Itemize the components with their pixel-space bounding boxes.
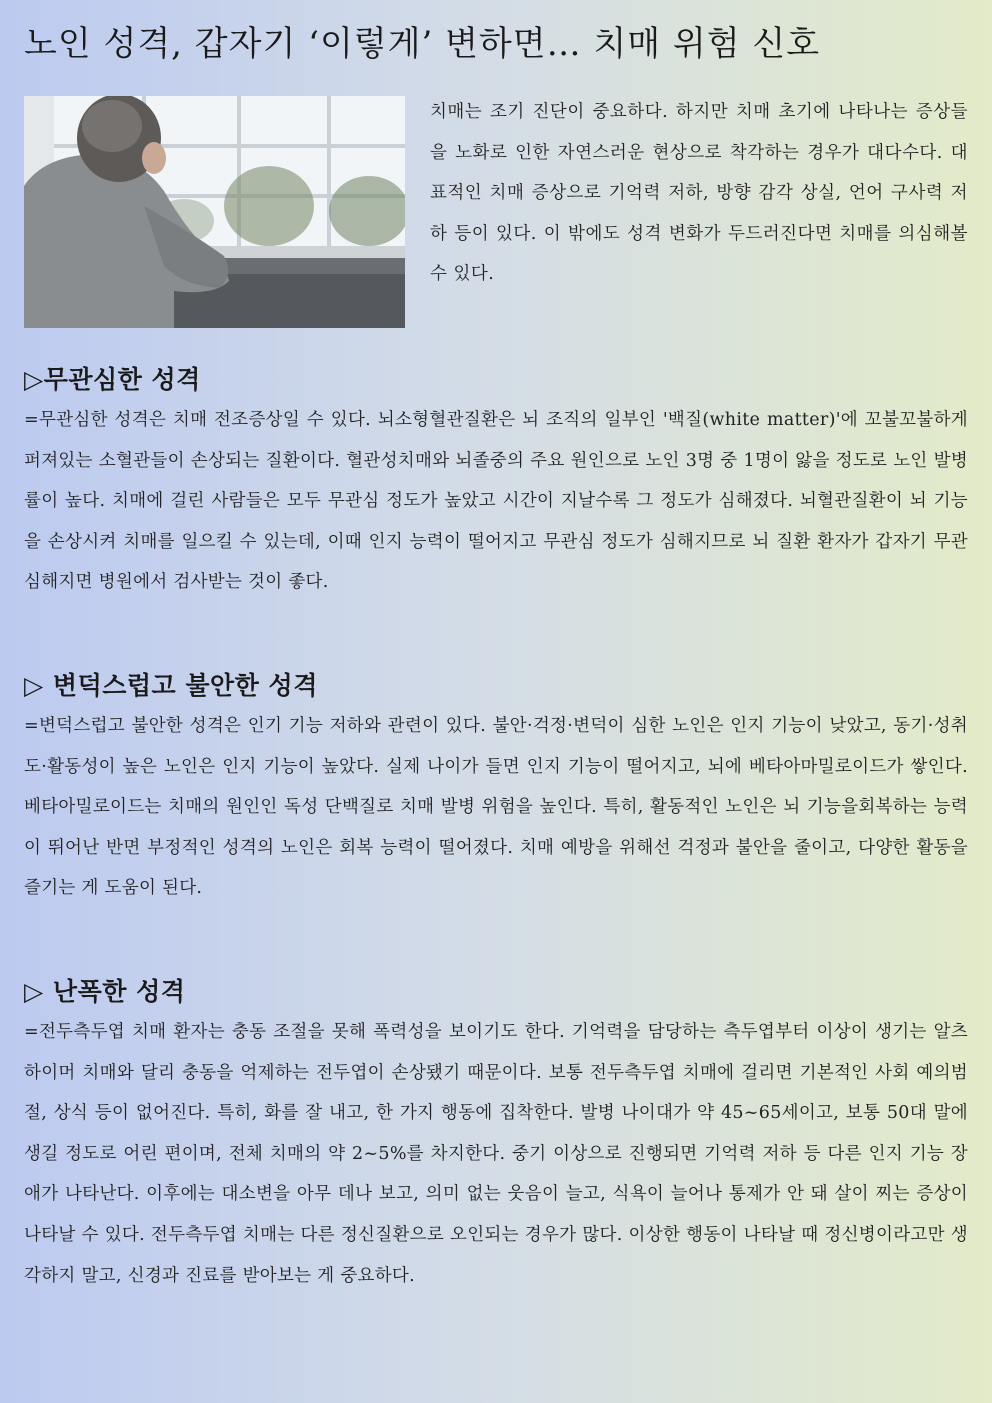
elderly-person-photo — [24, 96, 405, 328]
intro-paragraph: 치매는 조기 진단이 중요하다. 하지만 치매 초기에 나타나는 증상들을 노화로 인한 자연스러운 현상으로 착각하는 경우가 대다수다. 대표적인 치매 증상으로 기억력 저하, 방향 감각 상실, 언어 구사력 저하 등이 있다. 이 밖에도 성격 변화가 두드러진다면 치매를 의심해볼 수 있다. — [430, 102, 968, 284]
section-apathetic-personality — [24, 360, 968, 603]
section-heading: ▷무관심한 성격 — [24, 365, 201, 394]
section-violent-personality — [24, 972, 968, 1296]
section-heading: ▷ 난폭한 성격 — [24, 977, 186, 1006]
photo-illustration — [24, 96, 405, 328]
section-anxious-personality — [24, 666, 968, 909]
section-body: =변덕스럽고 불안한 성격은 인기 기능 저하와 관련이 있다. 불안·걱정·변덕이 심한 노인은 인지 기능이 낮았고, 동기·성취도·활동성이 높은 노인은 인지 기능이 높았다. 실제 나이가 들면 인지 기능이 떨어지고, 뇌에 베타아마밀로이드가 쌓인다. 베타아밀로이드는 치매의 원인인 독성 단백질로 치매 발병 위험을 높인다. 특히, 활동적인 노인은 뇌 기능을회복하는 능력이 뛰어난 반면 부정적인 성격의 노인은 회복 능력이 떨어졌다. 치매 예방을 위해선 걱정과 불안을 줄이고, 다양한 활동을 즐기는 게 도움이 된다. — [24, 716, 968, 899]
article-title: 노인 성격, 갑자기 ‘이렇게’ 변하면… 치매 위험 신호 — [24, 24, 821, 64]
section-body: =무관심한 성격은 치매 전조증상일 수 있다. 뇌소형혈관질환은 뇌 조직의 일부인 '백질(white matter)'에 꼬불꼬불하게 퍼져있는 소혈관들이 손상되는 질환이다. 혈관성치매와 뇌졸중의 주요 원인으로 노인 3명 중 1명이 앓을 정도로 노인 발병률이 높다. 치매에 걸린 사람들은 모두 무관심 정도가 높았고 시간이 지날수록 그 정도가 심해졌다. 뇌혈관질환이 뇌 기능을 손상시켜 치매를 일으킬 수 있는데, 이때 인지 능력이 떨어지고 무관심 정도가 심해지므로 뇌 질환 환자가 갑자기 무관심해지면 병원에서 검사받는 것이 좋다. — [24, 410, 968, 593]
intro-block — [24, 92, 968, 332]
section-body: =전두측두엽 치매 환자는 충동 조절을 못해 폭력성을 보이기도 한다. 기억력을 담당하는 측두엽부터 이상이 생기는 알츠하이머 치매와 달리 충동을 억제하는 전두엽이 손상됐기 때문이다. 보통 전두측두엽 치매에 걸리면 기본적인 사회 예의범절, 상식 등이 없어진다. 특히, 화를 잘 내고, 한 가지 행동에 집착한다. 발병 나이대가 약 45~65세이고, 보통 50대 말에 생길 정도로 어린 편이며, 전체 치매의 약 2~5%를 차지한다. 중기 이상으로 진행되면 기억력 저하 등 다른 인지 기능 장애가 나타난다. 이후에는 대소변을 아무 데나 보고, 의미 없는 웃음이 늘고, 식욕이 늘어나 통제가 안 돼 살이 찌는 증상이 나타날 수 있다. 전두측두엽 치매는 다른 정신질환으로 오인되는 경우가 많다. 이상한 행동이 나타날 때 정신병이라고만 생각하지 말고, 신경과 진료를 받아보는 게 중요하다. — [24, 1022, 968, 1286]
section-heading: ▷ 변덕스럽고 불안한 성격 — [24, 671, 318, 700]
